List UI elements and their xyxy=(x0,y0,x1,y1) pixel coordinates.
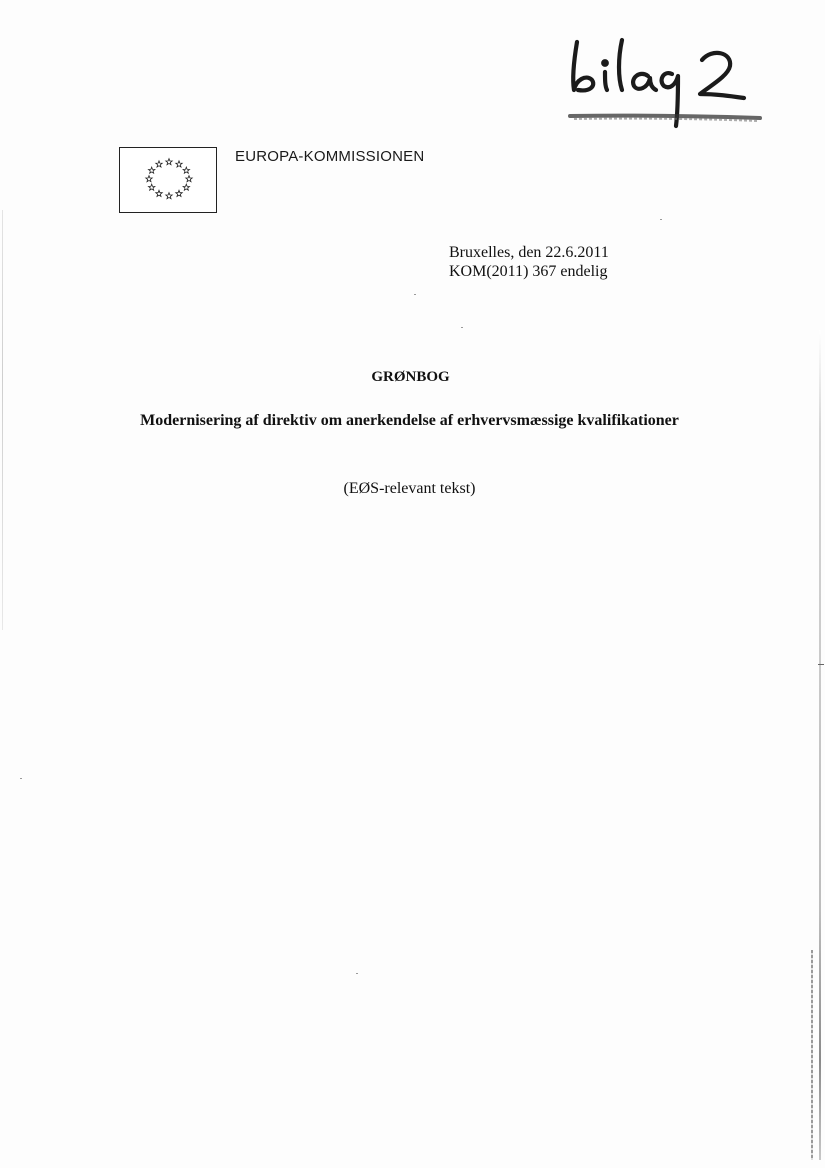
scan-speck xyxy=(818,664,824,665)
scan-speck xyxy=(414,294,416,295)
document-title-heading xyxy=(0,412,825,430)
eu-star-icon xyxy=(186,176,192,182)
eu-star-icon xyxy=(176,190,182,196)
reference-number: KOM(2011) 367 endelig xyxy=(449,263,608,280)
place-date: Bruxelles, den 22.6.2011 xyxy=(449,244,609,261)
document-title: Modernisering af direktiv om anerkendelse af erhvervsmæssige kvalifikationer xyxy=(140,412,679,429)
eu-star-icon xyxy=(183,184,189,190)
organization-name: EUROPA-KOMMISSIONEN xyxy=(235,148,425,165)
document-meta xyxy=(449,243,609,281)
scan-speck xyxy=(20,778,22,779)
eu-star-icon xyxy=(156,161,162,167)
document-type: GRØNBOG xyxy=(371,369,450,385)
handwritten-annotation xyxy=(560,30,770,130)
scan-edge-right-inner xyxy=(811,950,813,1160)
eu-star-icon xyxy=(148,184,154,190)
scan-edge-right xyxy=(819,330,821,1160)
eu-star-icon xyxy=(166,159,172,165)
scan-speck xyxy=(461,327,463,328)
eu-star-icon xyxy=(148,167,154,173)
relevance-note: (EØS-relevant tekst) xyxy=(343,480,476,497)
document-type-heading xyxy=(0,369,825,386)
scan-speck xyxy=(660,219,662,220)
eu-star-icon xyxy=(183,167,189,173)
eu-star-icon xyxy=(146,176,152,182)
eu-flag-logo xyxy=(119,147,217,213)
scan-speck xyxy=(356,973,358,974)
eu-star-icon xyxy=(176,161,182,167)
eu-star-icon xyxy=(166,193,172,199)
eu-star-icon xyxy=(156,190,162,196)
eu-flag-stars-icon xyxy=(120,148,216,212)
relevance-note-block xyxy=(0,480,825,498)
handwritten-bilag-2 xyxy=(560,30,770,130)
